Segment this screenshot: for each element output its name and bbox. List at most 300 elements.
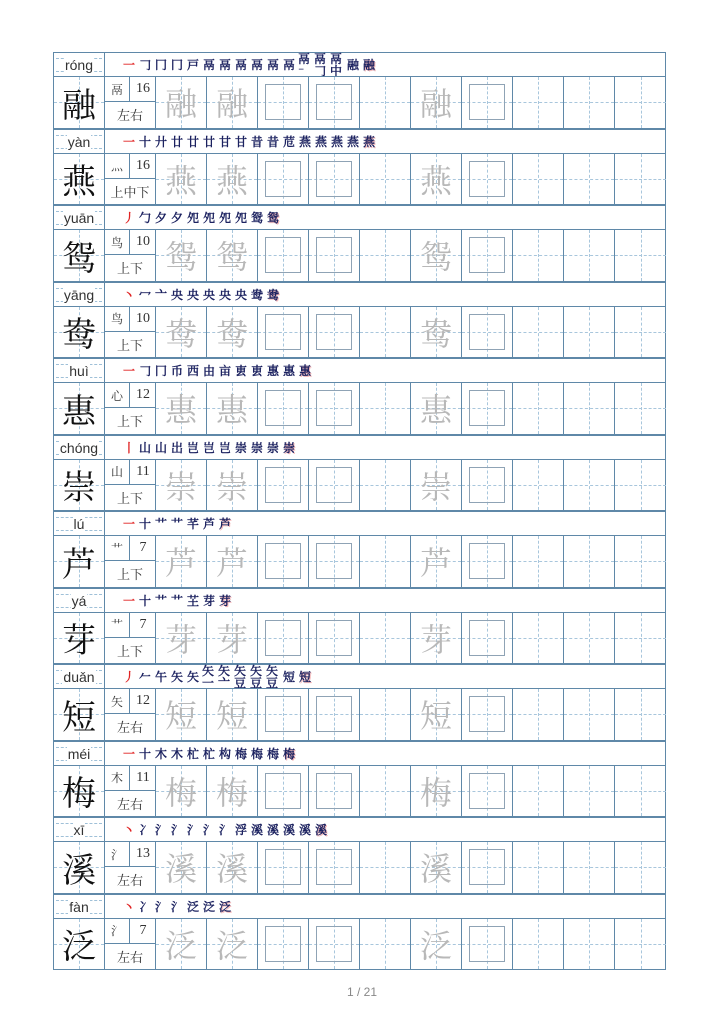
radical: 灬: [105, 154, 130, 178]
practice-cell-blank[interactable]: [564, 154, 615, 205]
practice-row: [53, 765, 666, 818]
practice-cell-blank[interactable]: [615, 919, 666, 970]
practice-cell-box[interactable]: [309, 460, 360, 511]
practice-cell-blank[interactable]: [564, 536, 615, 587]
practice-cell-blank[interactable]: [513, 536, 564, 587]
writing-box: [316, 849, 352, 885]
stroke-order-sequence: [122, 133, 376, 151]
stroke-step: 苊: [282, 134, 295, 149]
stroke-count: 10: [136, 234, 150, 250]
practice-cell-blank[interactable]: [360, 842, 411, 893]
pinyin-row: [53, 741, 666, 765]
practice-cell-trace[interactable]: [411, 689, 462, 740]
practice-cell-trace[interactable]: [207, 307, 258, 358]
practice-row: [53, 612, 666, 665]
model-character-cell: [54, 154, 105, 205]
stroke-step: 木: [154, 746, 167, 761]
practice-cell-box[interactable]: [309, 383, 360, 434]
trace-character: 短: [164, 697, 197, 736]
stroke-step: 芦: [202, 517, 215, 531]
stroke-step: 鬲: [234, 58, 247, 72]
character-info-cell: [105, 77, 156, 128]
practice-cell-trace[interactable]: [411, 919, 462, 970]
practice-cell-blank[interactable]: [513, 689, 564, 740]
practice-cell-trace[interactable]: [207, 919, 258, 970]
practice-cell-blank[interactable]: [615, 154, 666, 205]
stroke-step: 燕: [298, 134, 311, 149]
writing-box: [316, 84, 352, 120]
stroke-step: 亠: [154, 287, 167, 302]
trace-character: 燕: [164, 161, 197, 200]
trace-character: 鸳: [215, 238, 248, 277]
practice-cell-trace[interactable]: [411, 460, 462, 511]
pinyin-text: huì: [69, 363, 89, 379]
trace-character: 崇: [419, 467, 452, 506]
writing-box: [469, 390, 505, 426]
practice-cell-box[interactable]: [309, 536, 360, 587]
stroke-step: 氵: [186, 823, 199, 837]
practice-cell-trace[interactable]: [156, 230, 207, 281]
character-entry: [53, 129, 666, 206]
trace-character: 溪: [419, 850, 452, 889]
writing-box: [469, 620, 505, 656]
stroke-step: 岀: [170, 440, 183, 455]
writing-box: [469, 161, 505, 197]
practice-cell-blank[interactable]: [513, 307, 564, 358]
practice-cell-blank[interactable]: [360, 536, 411, 587]
practice-cell-box[interactable]: [462, 383, 513, 434]
writing-box: [316, 161, 352, 197]
practice-cell-trace[interactable]: [207, 766, 258, 817]
writing-box: [316, 926, 352, 962]
stroke-step: 杧: [186, 746, 199, 761]
practice-cell-trace[interactable]: [156, 77, 207, 128]
practice-cell-trace[interactable]: [156, 613, 207, 664]
stroke-count: 7: [139, 922, 147, 938]
pinyin-cell: [54, 53, 105, 77]
practice-cell-box[interactable]: [309, 689, 360, 740]
practice-cell-trace[interactable]: [207, 460, 258, 511]
practice-cell-trace[interactable]: [411, 154, 462, 205]
stroke-step: 𠃌: [138, 58, 151, 72]
model-character: 芽: [62, 621, 96, 662]
practice-cell-box[interactable]: [462, 536, 513, 587]
practice-cell-box[interactable]: [462, 230, 513, 281]
character-entry: [53, 664, 666, 741]
practice-cell-box[interactable]: [309, 307, 360, 358]
practice-row: [53, 688, 666, 741]
model-character: 崇: [62, 468, 96, 509]
writing-box: [265, 237, 301, 273]
trace-character: 芦: [419, 544, 452, 583]
practice-cell-blank[interactable]: [564, 460, 615, 511]
practice-row: [53, 535, 666, 588]
practice-cell-blank[interactable]: [615, 536, 666, 587]
practice-cell-blank[interactable]: [564, 77, 615, 128]
stroke-count: 7: [139, 616, 147, 632]
writing-box: [469, 467, 505, 503]
practice-cell-trace[interactable]: [207, 613, 258, 664]
writing-box: [316, 543, 352, 579]
practice-cell-blank[interactable]: [513, 919, 564, 970]
pinyin-row: [53, 894, 666, 918]
stroke-step: 岂: [202, 440, 215, 455]
pinyin-row: [53, 664, 666, 688]
practice-cell-blank[interactable]: [513, 766, 564, 817]
stroke-step: 鸳: [250, 211, 263, 225]
structure-label: 上下: [116, 568, 143, 584]
stroke-step: 央: [218, 287, 231, 302]
stroke-step: 廿: [170, 134, 183, 149]
writing-box: [469, 849, 505, 885]
practice-cell-blank[interactable]: [513, 613, 564, 664]
structure-label: 上下: [116, 338, 143, 354]
stroke-count: 16: [136, 81, 150, 97]
stroke-step: 山: [138, 440, 151, 455]
practice-cell-blank[interactable]: [513, 230, 564, 281]
pinyin-text: yuān: [63, 210, 95, 226]
practice-cell-box[interactable]: [462, 842, 513, 893]
practice-cell-box[interactable]: [309, 77, 360, 128]
practice-cell-blank[interactable]: [360, 77, 411, 128]
practice-cell-trace[interactable]: [156, 154, 207, 205]
stroke-step: 亩: [218, 364, 231, 378]
stroke-step: 芊: [186, 517, 199, 531]
practice-cell-box[interactable]: [309, 919, 360, 970]
practice-cell-blank[interactable]: [360, 383, 411, 434]
stroke-step: 浮: [234, 823, 247, 837]
practice-cell-blank[interactable]: [513, 77, 564, 128]
stroke-step: 夗: [186, 211, 199, 225]
stroke-count: 7: [139, 540, 147, 556]
practice-cell-blank[interactable]: [564, 689, 615, 740]
trace-character: 融: [215, 85, 248, 124]
practice-cell-blank[interactable]: [615, 766, 666, 817]
practice-cell-trace[interactable]: [156, 842, 207, 893]
writing-box: [316, 237, 352, 273]
practice-cell-trace[interactable]: [411, 230, 462, 281]
stroke-step: 溪: [282, 823, 295, 837]
practice-cell-blank[interactable]: [615, 613, 666, 664]
practice-cell-box[interactable]: [309, 230, 360, 281]
stroke-step: 梅: [266, 746, 279, 761]
trace-character: 泛: [419, 926, 452, 965]
practice-cell-trace[interactable]: [411, 77, 462, 128]
practice-cell-trace[interactable]: [411, 613, 462, 664]
stroke-step: 一: [122, 746, 135, 761]
stroke-step: 𠂉: [138, 670, 151, 684]
stroke-order-sequence: [122, 821, 328, 839]
model-character: 鸳: [62, 238, 96, 279]
practice-cell-blank[interactable]: [513, 154, 564, 205]
writing-box: [316, 773, 352, 809]
practice-cell-box[interactable]: [462, 460, 513, 511]
stroke-step: 鬲中: [330, 52, 343, 78]
stroke-step: 一: [122, 593, 135, 608]
practice-row: [53, 382, 666, 435]
model-character-cell: [54, 536, 105, 587]
stroke-order-sequence: [122, 664, 312, 690]
stroke-step: 鸯: [250, 287, 263, 302]
stroke-step: 矢豆: [266, 664, 279, 690]
practice-cell-trace[interactable]: [207, 154, 258, 205]
stroke-step: 溪: [314, 823, 327, 837]
practice-cell-blank[interactable]: [360, 613, 411, 664]
pinyin-text: chóng: [59, 439, 99, 456]
stroke-step: 叀: [250, 364, 263, 378]
practice-cell-trace[interactable]: [411, 842, 462, 893]
practice-cell-trace[interactable]: [156, 536, 207, 587]
practice-cell-box[interactable]: [258, 766, 309, 817]
stroke-step: 氵: [202, 823, 215, 837]
trace-character: 惠: [164, 391, 197, 430]
stroke-step: 燕: [330, 134, 343, 149]
stroke-step: 梅: [250, 746, 263, 761]
writing-box: [469, 314, 505, 350]
practice-cell-trace[interactable]: [207, 842, 258, 893]
practice-cell-trace[interactable]: [411, 383, 462, 434]
stroke-step: 惠: [282, 364, 295, 378]
practice-cell-box[interactable]: [258, 154, 309, 205]
trace-character: 鸯: [164, 314, 197, 353]
stroke-step: 芽: [218, 593, 231, 608]
practice-cell-blank[interactable]: [513, 460, 564, 511]
practice-cell-box[interactable]: [258, 460, 309, 511]
stroke-count: 12: [136, 387, 150, 403]
practice-cell-box[interactable]: [462, 307, 513, 358]
stroke-step: 艹: [170, 517, 183, 531]
practice-cell-trace[interactable]: [156, 689, 207, 740]
pinyin-row: [53, 282, 666, 306]
practice-cell-box[interactable]: [258, 307, 309, 358]
model-character-cell: [54, 613, 105, 664]
practice-cell-box[interactable]: [309, 842, 360, 893]
practice-cell-trace[interactable]: [207, 383, 258, 434]
pinyin-row: [53, 588, 666, 612]
pinyin-row: [53, 129, 666, 153]
writing-box: [316, 620, 352, 656]
practice-cell-box[interactable]: [309, 766, 360, 817]
stroke-step: 泛: [218, 899, 231, 914]
stroke-step: 溪: [266, 823, 279, 837]
trace-character: 溪: [164, 850, 197, 889]
practice-cell-trace[interactable]: [156, 766, 207, 817]
stroke-step: 艹: [154, 517, 167, 531]
stroke-step: 惠: [298, 364, 311, 378]
character-info-cell: [105, 230, 156, 281]
character-entry: [53, 435, 666, 512]
stroke-step: 鸳: [266, 211, 279, 225]
practice-row: [53, 153, 666, 206]
stroke-step: 梅: [282, 746, 295, 761]
practice-cell-box[interactable]: [462, 613, 513, 664]
practice-cell-box[interactable]: [462, 154, 513, 205]
stroke-step: 惠: [266, 364, 279, 378]
practice-cell-box[interactable]: [258, 77, 309, 128]
practice-cell-box[interactable]: [462, 766, 513, 817]
trace-character: 泛: [215, 926, 248, 965]
practice-cell-blank[interactable]: [615, 77, 666, 128]
stroke-step: 夗: [218, 211, 231, 225]
practice-cell-blank[interactable]: [360, 919, 411, 970]
trace-character: 融: [164, 85, 197, 124]
practice-cell-trace[interactable]: [411, 307, 462, 358]
practice-cell-box[interactable]: [462, 77, 513, 128]
practice-cell-box[interactable]: [258, 536, 309, 587]
stroke-step: 岂: [186, 440, 199, 455]
structure-label: 左右: [116, 109, 143, 125]
stroke-step: 融: [362, 58, 375, 72]
practice-cell-trace[interactable]: [207, 689, 258, 740]
practice-cell-box[interactable]: [258, 842, 309, 893]
writing-box: [469, 237, 505, 273]
writing-box: [469, 84, 505, 120]
pinyin-cell: [54, 512, 105, 536]
practice-cell-blank[interactable]: [615, 383, 666, 434]
practice-cell-blank[interactable]: [564, 613, 615, 664]
practice-cell-blank[interactable]: [360, 307, 411, 358]
pinyin-cell: [54, 206, 105, 230]
pinyin-cell: [54, 818, 105, 842]
trace-character: 鸳: [164, 238, 197, 277]
writing-box: [265, 620, 301, 656]
practice-cell-box[interactable]: [462, 919, 513, 970]
practice-cell-blank[interactable]: [615, 230, 666, 281]
practice-cell-blank[interactable]: [615, 842, 666, 893]
practice-cell-blank[interactable]: [360, 689, 411, 740]
stroke-step: 戸: [186, 58, 199, 72]
practice-cell-trace[interactable]: [156, 383, 207, 434]
stroke-step: 溪: [298, 823, 311, 837]
trace-character: 泛: [164, 926, 197, 965]
practice-cell-trace[interactable]: [156, 919, 207, 970]
practice-cell-blank[interactable]: [564, 766, 615, 817]
structure-label: 左右: [116, 797, 143, 813]
model-character: 燕: [62, 162, 96, 203]
practice-cell-blank[interactable]: [564, 230, 615, 281]
writing-box: [265, 314, 301, 350]
practice-cell-blank[interactable]: [360, 460, 411, 511]
radical: 山: [105, 460, 130, 484]
practice-cell-box[interactable]: [258, 230, 309, 281]
stroke-step: 鬲: [282, 58, 295, 72]
practice-cell-box[interactable]: [462, 689, 513, 740]
trace-character: 短: [419, 697, 452, 736]
structure-label: 上下: [116, 491, 143, 507]
trace-character: 崇: [164, 467, 197, 506]
stroke-step: 矢豆: [234, 664, 247, 690]
practice-cell-blank[interactable]: [615, 460, 666, 511]
writing-box: [316, 696, 352, 732]
stroke-step: 鸯: [266, 287, 279, 302]
practice-row: [53, 841, 666, 894]
radical: 鬲: [105, 77, 130, 101]
practice-cell-blank[interactable]: [564, 307, 615, 358]
pinyin-row: [53, 817, 666, 841]
character-info-cell: [105, 460, 156, 511]
stroke-order-sequence: [122, 286, 280, 304]
pinyin-text: fàn: [69, 898, 89, 915]
pinyin-cell: [54, 359, 105, 383]
stroke-step: 十: [138, 134, 151, 149]
character-info-cell: [105, 766, 156, 817]
structure-label: 上下: [116, 644, 143, 660]
pinyin-cell: [54, 130, 105, 154]
stroke-step: 夗: [202, 211, 215, 225]
practice-cell-blank[interactable]: [513, 842, 564, 893]
stroke-step: 币: [170, 364, 183, 378]
pinyin-row: [53, 358, 666, 382]
stroke-step: 矢: [170, 670, 183, 684]
practice-cell-box[interactable]: [309, 613, 360, 664]
practice-cell-blank[interactable]: [564, 919, 615, 970]
practice-cell-trace[interactable]: [207, 230, 258, 281]
practice-cell-trace[interactable]: [207, 536, 258, 587]
trace-character: 短: [215, 697, 248, 736]
pinyin-text: xī: [73, 822, 85, 838]
practice-cell-trace[interactable]: [411, 766, 462, 817]
stroke-step: 由: [202, 364, 215, 378]
practice-cell-blank[interactable]: [615, 307, 666, 358]
character-info-cell: [105, 919, 156, 970]
model-character: 惠: [62, 391, 96, 432]
stroke-count: 10: [136, 310, 150, 326]
practice-cell-box[interactable]: [258, 919, 309, 970]
stroke-step: 鬲: [250, 58, 263, 72]
writing-box: [469, 773, 505, 809]
model-character: 溪: [62, 850, 96, 891]
stroke-step: 崇: [234, 440, 247, 455]
character-entry: [53, 588, 666, 665]
practice-row: [53, 306, 666, 359]
structure-label: 左右: [116, 950, 143, 966]
practice-cell-blank[interactable]: [564, 383, 615, 434]
practice-cell-blank[interactable]: [360, 766, 411, 817]
stroke-step: 廿: [186, 134, 199, 149]
practice-row: [53, 229, 666, 282]
stroke-step: 氵: [218, 823, 231, 837]
trace-character: 芽: [419, 620, 452, 659]
practice-cell-trace[interactable]: [156, 307, 207, 358]
practice-cell-blank[interactable]: [513, 383, 564, 434]
practice-cell-box[interactable]: [258, 689, 309, 740]
stroke-step: 燕: [362, 134, 375, 149]
writing-box: [265, 467, 301, 503]
practice-cell-blank[interactable]: [360, 154, 411, 205]
stroke-step: 山: [154, 440, 167, 455]
practice-cell-box[interactable]: [258, 613, 309, 664]
model-character-cell: [54, 919, 105, 970]
practice-cell-trace[interactable]: [411, 536, 462, 587]
stroke-step: 昔: [266, 134, 279, 149]
stroke-step: 鬲: [202, 58, 215, 72]
stroke-step: 央: [202, 287, 215, 302]
writing-box: [469, 543, 505, 579]
practice-cell-blank[interactable]: [615, 689, 666, 740]
structure-label: 上中下: [110, 185, 150, 201]
character-entry: [53, 511, 666, 588]
stroke-step: 艹: [154, 593, 167, 608]
practice-cell-box[interactable]: [309, 154, 360, 205]
practice-cell-box[interactable]: [258, 383, 309, 434]
practice-row: [53, 459, 666, 512]
practice-cell-trace[interactable]: [207, 77, 258, 128]
trace-character: 融: [419, 85, 452, 124]
trace-character: 梅: [164, 773, 197, 812]
practice-cell-blank[interactable]: [360, 230, 411, 281]
practice-cell-trace[interactable]: [156, 460, 207, 511]
practice-cell-blank[interactable]: [564, 842, 615, 893]
